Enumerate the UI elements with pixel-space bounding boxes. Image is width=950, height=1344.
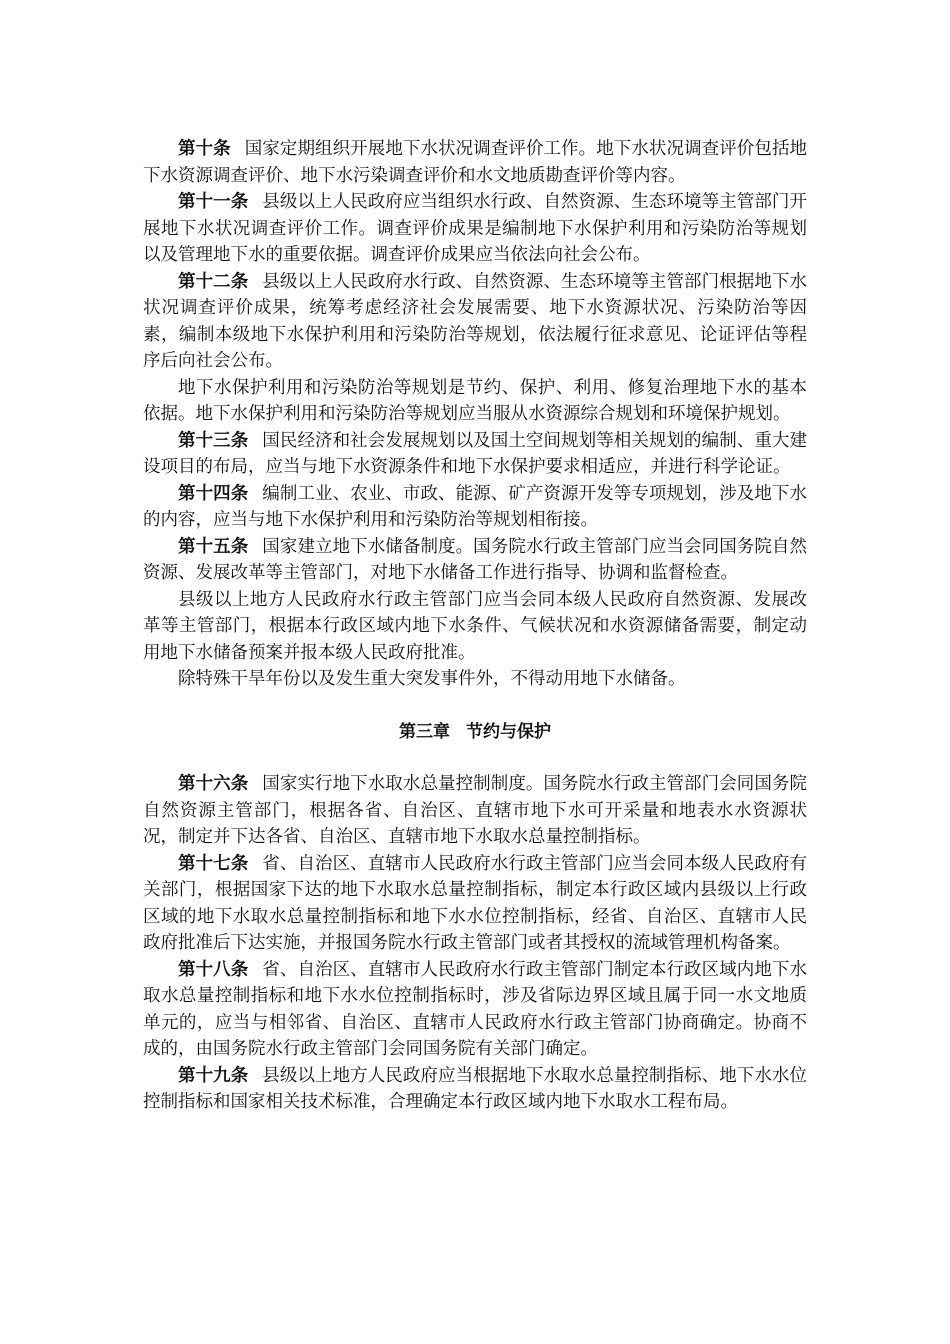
article-number: 第十六条 [178, 774, 249, 794]
paragraph-text: 县级以上地方人民政府水行政主管部门应当会同本级人民政府自然资源、发展改革等主管部门，根据本行政区域内地下水条件、气候状况和水资源储备需要，制定动用地下水储备预案并报本级人民政府批准。 [143, 589, 807, 663]
article-15-paragraph-3 [143, 666, 807, 693]
article-text: 县级以上地方人民政府应当根据地下水取水总量控制指标、地下水水位控制指标和国家相关技术标准，合理确定本行政区域内地下水取水工程布局。 [143, 1065, 808, 1112]
article-16 [143, 771, 807, 851]
article-text: 国民经济和社会发展规划以及国土空间规划等相关规划的编制、重大建设项目的布局，应当与地下水资源条件和地下水保护要求相适应，并进行科学论证。 [143, 430, 808, 477]
article-15 [143, 534, 807, 587]
article-text: 省、自治区、直辖市人民政府水行政主管部门应当会同本级人民政府有关部门，根据国家下达的地下水取水总量控制指标，制定本行政区域内县级以上行政区域的地下水取水总量控制指标和地下水水位控制指标，经省、自治区、直辖市人民政府批准后下达实施，并报国务院水行政主管部门或者其授权的流域管理机构备案。 [143, 853, 808, 953]
article-12 [143, 269, 807, 375]
article-19 [143, 1063, 807, 1116]
chapter-title: 节约与保护 [466, 721, 551, 742]
chapter-number: 第三章 [399, 721, 450, 742]
article-14 [143, 481, 807, 534]
article-15-paragraph-2 [143, 587, 807, 667]
article-number: 第十三条 [178, 430, 249, 451]
article-number: 第十条 [178, 139, 231, 159]
article-17 [143, 851, 807, 957]
article-number: 第十九条 [178, 1065, 249, 1086]
article-number: 第十七条 [178, 853, 249, 874]
article-text: 国家定期组织开展地下水状况调查评价工作。地下水状况调查评价包括地下水资源调查评价、地下水污染调查评价和水文地质勘查评价等内容。 [143, 139, 808, 186]
article-10 [143, 136, 807, 189]
article-12-paragraph-2 [143, 375, 807, 428]
article-text: 国家建立地下水储备制度。国务院水行政主管部门应当会同国务院自然资源、发展改革等主管部门，对地下水储备工作进行指导、协调和监督检查。 [143, 536, 808, 583]
chapter-heading [143, 719, 807, 746]
article-text: 县级以上人民政府水行政、自然资源、生态环境等主管部门根据地下水状况调查评价成果，统筹考虑经济社会发展需要、地下水资源状况、污染防治等因素，编制本级地下水保护利用和污染防治等规划，依法履行征求意见、论证评估等程序后向社会公布。 [143, 271, 808, 371]
article-text: 国家实行地下水取水总量控制制度。国务院水行政主管部门会同国务院自然资源主管部门，根据各省、自治区、直辖市地下水可开采量和地表水水资源状况，制定并下达各省、自治区、直辖市地下水取水总量控制指标。 [143, 774, 808, 847]
article-number: 第十五条 [178, 536, 249, 557]
article-number: 第十二条 [178, 271, 249, 292]
article-text: 编制工业、农业、市政、能源、矿产资源开发等专项规划，涉及地下水的内容，应当与地下水保护利用和污染防治等规划相衔接。 [143, 483, 808, 530]
paragraph-text: 除特殊干旱年份以及发生重大突发事件外，不得动用地下水储备。 [178, 669, 686, 689]
document-page [143, 136, 807, 1116]
article-13 [143, 428, 807, 481]
paragraph-text: 地下水保护利用和污染防治等规划是节约、保护、利用、修复治理地下水的基本依据。地下水保护利用和污染防治等规划应当服从水资源综合规划和环境保护规划。 [143, 377, 807, 424]
article-18 [143, 957, 807, 1063]
article-number: 第十一条 [178, 192, 249, 212]
article-11 [143, 189, 807, 269]
article-number: 第十八条 [178, 959, 249, 980]
article-text: 县级以上人民政府应当组织水行政、自然资源、生态环境等主管部门开展地下水状况调查评价工作。调查评价成果是编制地下水保护利用和污染防治等规划以及管理地下水的重要依据。调查评价成果应当依法向社会公布。 [143, 192, 808, 265]
article-text: 省、自治区、直辖市人民政府水行政主管部门制定本行政区域内地下水取水总量控制指标和地下水水位控制指标时，涉及省际边界区域且属于同一水文地质单元的，应当与相邻省、自治区、直辖市人民政府水行政主管部门协商确定。协商不成的，由国务院水行政主管部门会同国务院有关部门确定。 [143, 959, 808, 1059]
article-number: 第十四条 [178, 483, 249, 504]
